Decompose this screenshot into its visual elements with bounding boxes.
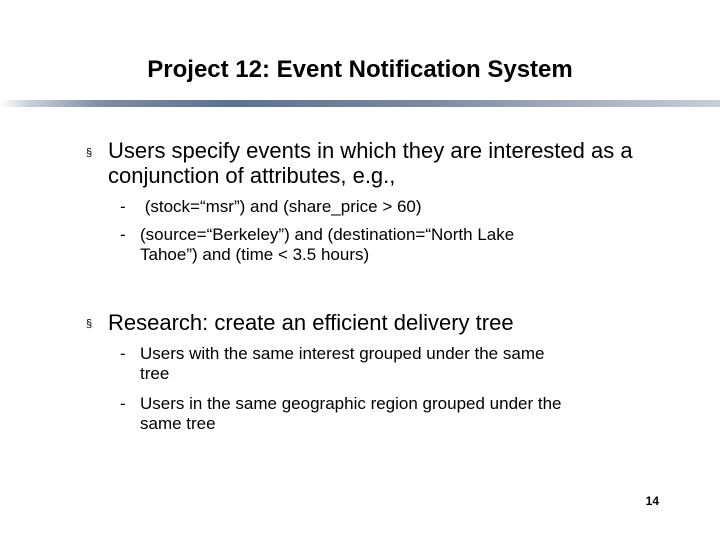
sub-bullet-line-continued: Tahoe”) and (time < 3.5 hours) [140,245,370,264]
sub-bullet-line-continued: same tree [140,414,216,433]
sub-bullet-line-continued: tree [140,364,170,383]
sub-bullet-marker: - [120,225,126,244]
sub-bullet-marker: - [120,197,126,216]
sub-bullet-example-source [120,225,640,265]
sub-bullet-marker: - [120,394,126,413]
sub-bullet-example-stock [120,197,640,217]
page-number: 14 [645,494,659,508]
sub-bullet-marker: - [120,344,126,363]
sub-bullet-line: Users with the same interest grouped under the same [140,344,545,363]
bullet-marker: § [86,147,93,159]
sub-bullet-same-interest [120,344,640,384]
bullet-text-research: Research: create an efficient delivery tree [108,310,514,335]
slide-title: Project 12: Event Notification System [147,56,573,83]
bullet-text-events: Users specify events in which they are interested as a conjunction of attributes, e.g., [108,138,633,188]
sub-bullet-same-region [120,394,640,434]
sub-bullet-line: Users in the same geographic region grouped under the [140,394,562,413]
title-divider [0,100,720,107]
sub-bullet-line: (source=“Berkeley”) and (destination=“North Lake [140,225,515,244]
bullet-marker: § [86,318,93,330]
sub-bullet-line: (stock=“msr”) and (share_price > 60) [140,197,422,216]
